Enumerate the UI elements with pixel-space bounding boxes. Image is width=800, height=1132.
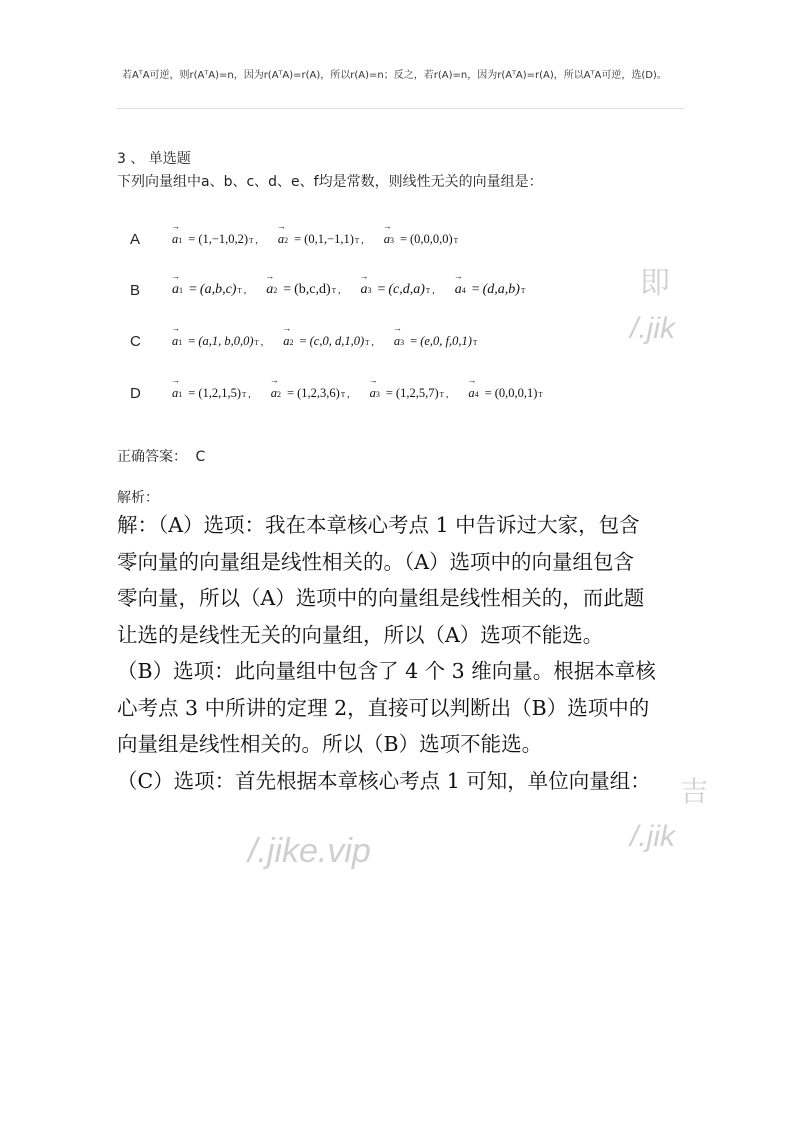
watermark: 吉: [680, 776, 709, 807]
option-c[interactable]: [130, 326, 497, 356]
analysis-line: 零向量，所以（A）选项中的向量组是线性相关的，而此题: [117, 586, 645, 610]
analysis-line: （C）选项：首先根据本章核心考点 1 可知，单位向量组：: [117, 768, 651, 793]
analysis-line: 解：（A）选项：我在本章核心考点 1 中告诉过大家，包含: [117, 513, 640, 537]
vector: → a 3 = (1,2,5,7) T ,: [370, 386, 449, 401]
vector: → a 3 = (c,d,a) T ,: [360, 282, 434, 298]
vector: → a 2 = (0,1,−1,1) T ,: [278, 232, 364, 247]
option-letter: C: [130, 332, 141, 350]
option-letter: A: [130, 230, 141, 248]
previous-answer-line: 若AᵀA可逆，则r(AᵀA)=n，因为r(AᵀA)=r(A)，所以r(A)=n；反之，若r(A)=n，因为r(AᵀA)=r(A)，所以AᵀA可逆，选(D)。: [122, 70, 667, 81]
vector: → a 1 = (1,−1,0,2) T ,: [172, 232, 258, 247]
analysis-line: 让选的是线性无关的向量组，所以（A）选项不能选。: [117, 622, 604, 647]
watermark: 即: [640, 267, 670, 300]
correct-answer: [117, 446, 205, 466]
option-vectors: [172, 282, 545, 298]
question-number: 3 、 单选题: [117, 151, 191, 167]
analysis-line: 心考点 3 中所讲的定理 2，直接可以判断出（B）选项中的: [117, 695, 650, 720]
analysis-label: 解析：: [117, 490, 159, 506]
analysis-line: 零向量的向量组是线性相关的。（A）选项中的向量组包含: [117, 549, 635, 574]
analysis-line: 向量组是线性相关的。所以（B）选项不能选。: [117, 732, 543, 756]
option-vectors: [172, 334, 497, 349]
divider: [117, 108, 685, 109]
vector: → a 2 = (c,0, d,1,0) T ,: [283, 334, 374, 349]
answer-value: C: [195, 449, 206, 465]
answer-label: 正确答案：: [117, 449, 187, 465]
analysis-line: （B）选项：此向量组中包含了 4 个 3 维向量。根据本章核: [117, 659, 656, 683]
vector: → a 3 = (e,0, f,0,1) T: [394, 334, 477, 349]
option-vectors: [172, 386, 563, 401]
option-a[interactable]: [130, 224, 478, 254]
option-b[interactable]: [130, 275, 545, 305]
watermark: /.jik: [630, 312, 675, 345]
option-vectors: [172, 232, 478, 247]
vector: → a 1 = (1,2,1,5) T ,: [172, 386, 251, 401]
vector: → a 4 = (0,0,0,1) T: [468, 386, 542, 401]
vector: → a 2 = (b,c,d) T ,: [266, 282, 340, 298]
option-letter: D: [130, 384, 141, 402]
vector: → a 2 = (1,2,3,6) T ,: [271, 386, 350, 401]
option-letter: B: [130, 281, 141, 299]
watermark: /.jik: [630, 820, 675, 853]
vector: → a 1 = (a,1, b,0,0) T ,: [172, 334, 263, 349]
vector: → a 3 = (0,0,0,0) T: [384, 232, 458, 247]
analysis-body: [117, 507, 687, 799]
vector: → a 1 = (a,b,c) T ,: [172, 282, 246, 298]
question-stem: 下列向量组中a、b、c、d、e、f均是常数，则线性无关的向量组是：: [117, 174, 543, 190]
option-d[interactable]: [130, 378, 563, 408]
vector: → a 4 = (d,a,b) T: [455, 282, 526, 298]
watermark: /.jike.vip: [248, 832, 371, 870]
